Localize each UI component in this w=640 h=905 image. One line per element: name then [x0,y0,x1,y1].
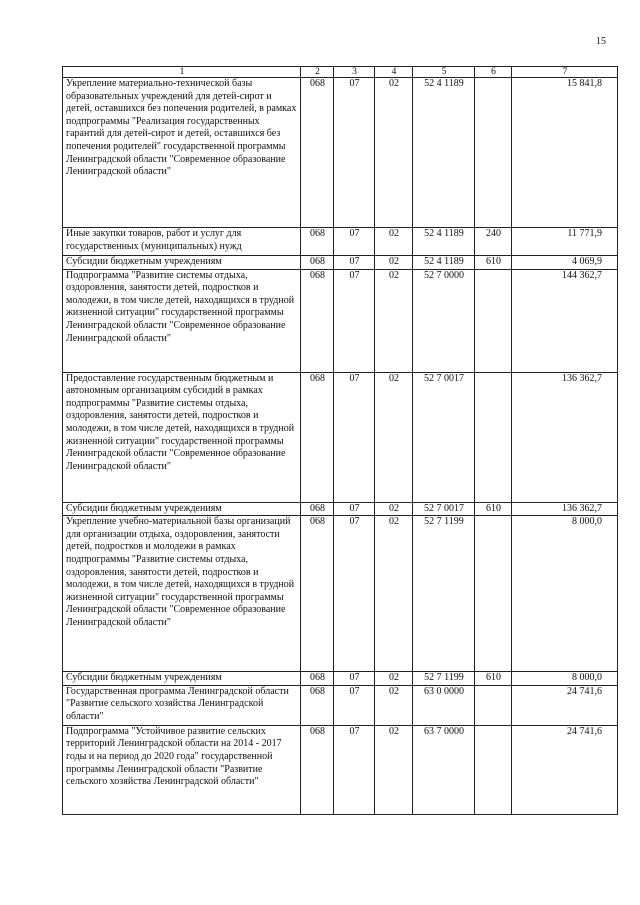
cell-section: 07 [334,685,375,725]
cell-expense-type [475,372,512,502]
cell-target-article: 52 7 1199 [413,672,475,686]
cell-expense-type: 610 [475,256,512,270]
cell-amount: 8 000,0 [512,672,618,686]
col-header-3: 3 [334,67,375,78]
row-description: Предоставление государственным бюджетным и автономным организациям субсидий в рамках подпрограммы "Развитие системы отдыха, оздоровления, занятости детей, подростков и молодежи, в том числе детей, находящихся в трудной жизненной ситуации" государственной программы Ленинградской области "Современное образование Ленинградской области" [63,372,301,502]
row-description: Субсидии бюджетным учреждениям [63,256,301,270]
cell-section: 07 [334,78,375,228]
cell-section: 07 [334,516,375,672]
cell-section: 07 [334,228,375,256]
table-row [63,685,618,725]
col-header-6: 6 [475,67,512,78]
cell-subsection: 02 [375,372,413,502]
cell-target-article: 52 7 1199 [413,516,475,672]
col-header-5: 5 [413,67,475,78]
col-header-2: 2 [301,67,334,78]
cell-expense-type [475,725,512,814]
cell-target-article: 52 4 1189 [413,78,475,228]
cell-expense-type [475,685,512,725]
table-row [63,78,618,228]
row-description: Укрепление учебно-материальной базы организаций для организации отдыха, оздоровления, занятости детей, подростков и молодежи в рамках подпрограммы "Развитие системы отдыха, оздоровления, занятости детей, подростков и молодежи, в том числе детей, находящихся в трудной жизненной ситуации" государственной программы Ленинградской области "Современное образование Ленинградской области" [63,516,301,672]
cell-amount: 11 771,9 [512,228,618,256]
cell-subsection: 02 [375,269,413,372]
cell-ministry-code: 068 [301,516,334,672]
col-header-4: 4 [375,67,413,78]
cell-subsection: 02 [375,256,413,270]
cell-ministry-code: 068 [301,228,334,256]
cell-target-article: 52 7 0000 [413,269,475,372]
page-number: 15 [596,36,606,47]
cell-subsection: 02 [375,516,413,672]
cell-amount: 144 362,7 [512,269,618,372]
cell-target-article: 63 0 0000 [413,685,475,725]
cell-amount: 136 362,7 [512,502,618,516]
cell-amount: 4 069,9 [512,256,618,270]
row-description: Иные закупки товаров, работ и услуг для государственных (муниципальных) нужд [63,228,301,256]
cell-ministry-code: 068 [301,502,334,516]
cell-ministry-code: 068 [301,685,334,725]
cell-amount: 136 362,7 [512,372,618,502]
cell-target-article: 52 4 1189 [413,256,475,270]
cell-expense-type: 240 [475,228,512,256]
row-description: Укрепление материально-технической базы образовательных учреждений для детей-сирот и детей, оставшихся без попечения родителей, в рамках подпрограммы "Реализация государственных гарантий для детей-сирот и детей, оставшихся без попечения родителей" государственной программы Ленинградской области "Современное образование Ленинградской области" [63,78,301,228]
cell-ministry-code: 068 [301,269,334,372]
table-row [63,256,618,270]
cell-subsection: 02 [375,672,413,686]
cell-subsection: 02 [375,502,413,516]
cell-section: 07 [334,725,375,814]
table-row [63,269,618,372]
cell-section: 07 [334,256,375,270]
row-description: Субсидии бюджетным учреждениям [63,502,301,516]
cell-expense-type [475,516,512,672]
row-description: Подпрограмма "Устойчивое развитие сельских территорий Ленинградской области на 2014 - 2017 годы и на период до 2020 года" государственной программы Ленинградской области "Развитие сельского хозяйства Ленинградской области" [63,725,301,814]
cell-ministry-code: 068 [301,725,334,814]
cell-target-article: 52 7 0017 [413,502,475,516]
table-row [63,372,618,502]
cell-expense-type: 610 [475,502,512,516]
table-row [63,725,618,814]
col-header-7: 7 [512,67,618,78]
cell-subsection: 02 [375,685,413,725]
row-description: Государственная программа Ленинградской области "Развитие сельского хозяйства Ленинградской области" [63,685,301,725]
cell-expense-type [475,269,512,372]
table-row [63,516,618,672]
header-row [63,67,618,78]
cell-section: 07 [334,672,375,686]
cell-subsection: 02 [375,78,413,228]
cell-expense-type: 610 [475,672,512,686]
cell-amount: 24 741,6 [512,685,618,725]
cell-amount: 8 000,0 [512,516,618,672]
col-header-1: 1 [63,67,301,78]
table-row [63,502,618,516]
cell-section: 07 [334,269,375,372]
cell-section: 07 [334,502,375,516]
budget-table [62,66,618,815]
cell-subsection: 02 [375,725,413,814]
cell-subsection: 02 [375,228,413,256]
cell-ministry-code: 068 [301,256,334,270]
cell-target-article: 63 7 0000 [413,725,475,814]
cell-target-article: 52 4 1189 [413,228,475,256]
cell-amount: 24 741,6 [512,725,618,814]
cell-amount: 15 841,8 [512,78,618,228]
row-description: Подпрограмма "Развитие системы отдыха, оздоровления, занятости детей, подростков и молодежи, в том числе детей, находящихся в трудной жизненной ситуации" государственной программы Ленинградской области "Современное образование Ленинградской области" [63,269,301,372]
row-description: Субсидии бюджетным учреждениям [63,672,301,686]
table-row [63,228,618,256]
table-row [63,672,618,686]
cell-expense-type [475,78,512,228]
cell-ministry-code: 068 [301,372,334,502]
cell-target-article: 52 7 0017 [413,372,475,502]
cell-ministry-code: 068 [301,78,334,228]
cell-ministry-code: 068 [301,672,334,686]
cell-section: 07 [334,372,375,502]
